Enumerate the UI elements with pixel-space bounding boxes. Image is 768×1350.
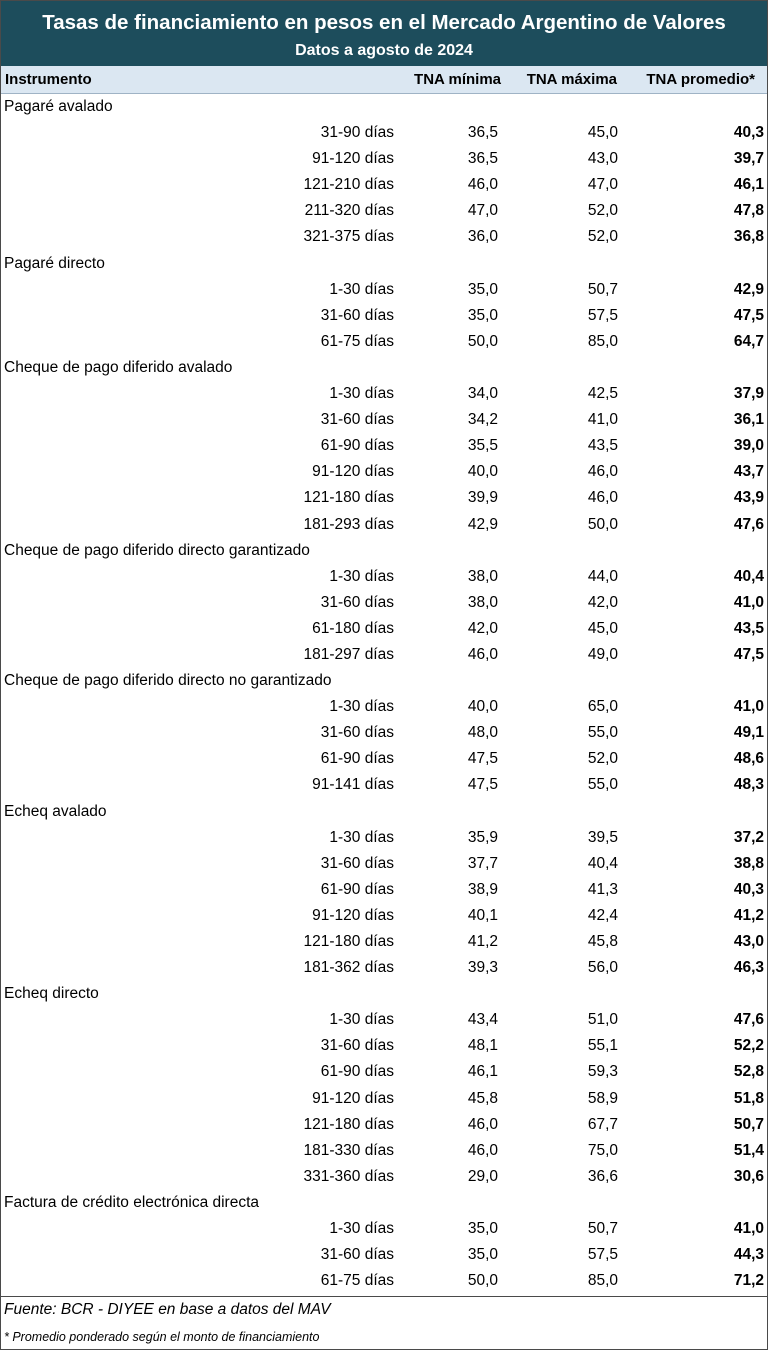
- min-cell: 46,1: [467, 1063, 498, 1081]
- column-header-row: [1, 66, 767, 94]
- max-cell: 45,0: [587, 619, 618, 637]
- table-row: [0, 1112, 768, 1138]
- min-cell: 39,3: [467, 959, 498, 977]
- term-cell: 31-60 días: [320, 306, 394, 324]
- max-cell: 49,0: [587, 645, 618, 663]
- min-cell: 46,0: [467, 1115, 498, 1133]
- term-cell: 211-320 días: [304, 202, 394, 220]
- max-cell: 39,5: [587, 828, 618, 846]
- avg-cell: 36,1: [733, 411, 764, 429]
- term-cell: 1-30 días: [329, 698, 394, 716]
- term-cell: 61-90 días: [320, 880, 394, 898]
- table-row: [0, 720, 768, 746]
- table-row: [0, 590, 768, 616]
- min-cell: 42,0: [467, 619, 498, 637]
- table-row: [0, 459, 768, 485]
- avg-cell: 41,0: [733, 593, 764, 611]
- avg-cell: 71,2: [733, 1272, 764, 1290]
- max-cell: 42,5: [587, 385, 618, 403]
- term-cell: 61-75 días: [320, 332, 394, 350]
- min-cell: 35,0: [467, 1246, 498, 1264]
- table-title: Tasas de financiamiento en pesos en el Mercado Argentino de Valores: [42, 11, 726, 34]
- column-header-max: TNA máxima: [526, 71, 617, 88]
- avg-cell: 49,1: [733, 724, 764, 742]
- max-cell: 46,0: [587, 489, 618, 507]
- term-cell: 61-90 días: [320, 1063, 394, 1081]
- table-row: [0, 1086, 768, 1112]
- max-cell: 41,0: [587, 411, 618, 429]
- column-header-avg: TNA promedio*: [646, 71, 755, 88]
- max-cell: 50,7: [587, 280, 618, 298]
- category-row: [0, 94, 768, 120]
- table-row: [0, 694, 768, 720]
- min-cell: 35,5: [467, 437, 498, 455]
- min-cell: 46,0: [467, 176, 498, 194]
- avg-cell: 38,8: [733, 854, 764, 872]
- column-header-min: TNA mínima: [414, 71, 501, 88]
- table-row: [0, 746, 768, 772]
- min-cell: 46,0: [467, 645, 498, 663]
- avg-cell: 46,3: [733, 959, 764, 977]
- table-row: [0, 929, 768, 955]
- min-cell: 35,0: [467, 306, 498, 324]
- table-row: [0, 407, 768, 433]
- min-cell: 48,0: [467, 724, 498, 742]
- max-cell: 51,0: [587, 1011, 618, 1029]
- max-cell: 55,0: [587, 776, 618, 794]
- avg-cell: 36,8: [733, 228, 764, 246]
- table-header: [1, 1, 767, 66]
- max-cell: 67,7: [587, 1115, 618, 1133]
- avg-cell: 39,0: [733, 437, 764, 455]
- table-row: [0, 851, 768, 877]
- term-cell: 121-180 días: [303, 1115, 394, 1133]
- table-row: [0, 329, 768, 355]
- min-cell: 35,9: [467, 828, 498, 846]
- table-body: [0, 94, 768, 1294]
- avg-cell: 40,3: [733, 124, 764, 142]
- table-row: [0, 1268, 768, 1294]
- table-row: [0, 877, 768, 903]
- min-cell: 45,8: [467, 1089, 498, 1107]
- max-cell: 56,0: [587, 959, 618, 977]
- min-cell: 36,5: [467, 150, 498, 168]
- table-row: [0, 1242, 768, 1268]
- max-cell: 44,0: [587, 567, 618, 585]
- term-cell: 1-30 días: [329, 567, 394, 585]
- table-row: [0, 485, 768, 511]
- term-cell: 31-60 días: [320, 724, 394, 742]
- term-cell: 61-90 días: [320, 750, 394, 768]
- table-row: [0, 1164, 768, 1190]
- min-cell: 35,0: [467, 1220, 498, 1238]
- max-cell: 47,0: [587, 176, 618, 194]
- max-cell: 85,0: [587, 332, 618, 350]
- max-cell: 52,0: [587, 202, 618, 220]
- category-row: [0, 1190, 768, 1216]
- term-cell: 91-120 días: [312, 463, 394, 481]
- category-label: Pagaré directo: [4, 254, 105, 272]
- avg-cell: 51,8: [733, 1089, 764, 1107]
- category-row: [0, 981, 768, 1007]
- max-cell: 40,4: [587, 854, 618, 872]
- max-cell: 42,4: [587, 906, 618, 924]
- avg-cell: 42,9: [733, 280, 764, 298]
- term-cell: 91-141 días: [312, 776, 394, 794]
- table-row: [0, 903, 768, 929]
- term-cell: 331-360 días: [303, 1167, 394, 1185]
- max-cell: 75,0: [587, 1141, 618, 1159]
- table-row: [0, 1216, 768, 1242]
- max-cell: 58,9: [587, 1089, 618, 1107]
- term-cell: 91-120 días: [312, 906, 394, 924]
- term-cell: 181-362 días: [303, 959, 394, 977]
- table-row: [0, 1138, 768, 1164]
- min-cell: 37,7: [467, 854, 498, 872]
- avg-cell: 40,3: [733, 880, 764, 898]
- max-cell: 45,0: [587, 124, 618, 142]
- min-cell: 46,0: [467, 1141, 498, 1159]
- category-label: Echeq avalado: [4, 802, 107, 820]
- table-row: [0, 772, 768, 798]
- max-cell: 85,0: [587, 1272, 618, 1290]
- min-cell: 42,9: [467, 515, 498, 533]
- min-cell: 36,0: [467, 228, 498, 246]
- category-label: Cheque de pago diferido directo garantizado: [4, 541, 310, 559]
- max-cell: 43,5: [587, 437, 618, 455]
- table-row: [0, 381, 768, 407]
- term-cell: 1-30 días: [329, 1220, 394, 1238]
- category-row: [0, 251, 768, 277]
- table-row: [0, 1033, 768, 1059]
- min-cell: 38,0: [467, 593, 498, 611]
- min-cell: 41,2: [467, 933, 498, 950]
- min-cell: 43,4: [467, 1011, 498, 1029]
- avg-cell: 50,7: [733, 1115, 764, 1133]
- max-cell: 45,8: [587, 933, 618, 950]
- term-cell: 1-30 días: [329, 1011, 394, 1029]
- term-cell: 31-60 días: [320, 1246, 394, 1264]
- avg-cell: 41,0: [733, 1220, 764, 1238]
- table-row: [0, 564, 768, 590]
- category-row: [0, 668, 768, 694]
- max-cell: 42,0: [587, 593, 618, 611]
- max-cell: 41,3: [587, 880, 618, 898]
- category-label: Cheque de pago diferido avalado: [4, 358, 233, 376]
- source-note: Fuente: BCR - DIYEE en base a datos del MAV: [4, 1301, 331, 1318]
- table-row: [0, 224, 768, 250]
- term-cell: 321-375 días: [303, 228, 394, 246]
- max-cell: 55,0: [587, 724, 618, 742]
- max-cell: 65,0: [587, 698, 618, 716]
- min-cell: 39,9: [467, 489, 498, 507]
- term-cell: 61-75 días: [320, 1272, 394, 1290]
- avg-cell: 37,9: [733, 385, 764, 403]
- table-row: [0, 303, 768, 329]
- column-header-instrument: Instrumento: [5, 71, 92, 88]
- table-row: [0, 146, 768, 172]
- category-row: [0, 355, 768, 381]
- avg-cell: 52,2: [733, 1037, 764, 1055]
- table-row: [0, 642, 768, 668]
- term-cell: 181-330 días: [303, 1141, 394, 1159]
- table-row: [0, 955, 768, 981]
- term-cell: 31-60 días: [320, 593, 394, 611]
- min-cell: 40,0: [467, 463, 498, 481]
- max-cell: 50,7: [587, 1220, 618, 1238]
- avg-cell: 51,4: [733, 1141, 764, 1159]
- term-cell: 1-30 días: [329, 280, 394, 298]
- term-cell: 31-90 días: [320, 124, 394, 142]
- min-cell: 50,0: [467, 332, 498, 350]
- term-cell: 31-60 días: [320, 1037, 394, 1055]
- term-cell: 121-180 días: [303, 933, 394, 950]
- max-cell: 43,0: [587, 150, 618, 168]
- term-cell: 31-60 días: [320, 411, 394, 429]
- avg-cell: 48,6: [733, 750, 764, 768]
- avg-cell: 47,5: [733, 306, 764, 324]
- footnote: * Promedio ponderado según el monto de financiamiento: [4, 1330, 320, 1344]
- term-cell: 1-30 días: [329, 828, 394, 846]
- min-cell: 47,5: [467, 776, 498, 794]
- max-cell: 50,0: [587, 515, 618, 533]
- avg-cell: 37,2: [733, 828, 764, 846]
- term-cell: 91-120 días: [312, 150, 394, 168]
- avg-cell: 39,7: [733, 150, 764, 168]
- min-cell: 34,2: [467, 411, 498, 429]
- category-label: Cheque de pago diferido directo no garantizado: [4, 672, 332, 690]
- max-cell: 52,0: [587, 750, 618, 768]
- avg-cell: 43,9: [733, 489, 764, 507]
- max-cell: 57,5: [587, 306, 618, 324]
- min-cell: 47,5: [467, 750, 498, 768]
- table-row: [0, 433, 768, 459]
- table-row: [0, 120, 768, 146]
- table-footer: [1, 1296, 767, 1344]
- avg-cell: 52,8: [733, 1063, 764, 1081]
- avg-cell: 43,0: [733, 933, 764, 950]
- term-cell: 61-180 días: [312, 619, 394, 637]
- min-cell: 36,5: [467, 124, 498, 142]
- avg-cell: 43,7: [733, 463, 764, 481]
- table-subtitle: Datos a agosto de 2024: [295, 42, 473, 59]
- avg-cell: 41,0: [733, 698, 764, 716]
- category-row: [0, 538, 768, 564]
- avg-cell: 30,6: [733, 1167, 764, 1185]
- avg-cell: 43,5: [733, 619, 764, 637]
- avg-cell: 47,5: [733, 645, 764, 663]
- term-cell: 121-180 días: [303, 489, 394, 507]
- avg-cell: 47,6: [733, 515, 764, 533]
- min-cell: 48,1: [467, 1037, 498, 1055]
- min-cell: 38,9: [467, 880, 498, 898]
- avg-cell: 40,4: [733, 567, 764, 585]
- term-cell: 61-90 días: [320, 437, 394, 455]
- avg-cell: 46,1: [733, 176, 764, 194]
- max-cell: 46,0: [587, 463, 618, 481]
- term-cell: 91-120 días: [312, 1089, 394, 1107]
- max-cell: 57,5: [587, 1246, 618, 1264]
- table-row: [0, 1007, 768, 1033]
- min-cell: 40,0: [467, 698, 498, 716]
- table-row: [0, 1059, 768, 1085]
- min-cell: 47,0: [467, 202, 498, 220]
- min-cell: 38,0: [467, 567, 498, 585]
- table-row: [0, 277, 768, 303]
- term-cell: 1-30 días: [329, 385, 394, 403]
- max-cell: 52,0: [587, 228, 618, 246]
- table-row: [0, 825, 768, 851]
- min-cell: 29,0: [467, 1167, 498, 1185]
- min-cell: 35,0: [467, 280, 498, 298]
- term-cell: 121-210 días: [303, 176, 394, 194]
- table-row: [0, 616, 768, 642]
- avg-cell: 64,7: [733, 332, 764, 350]
- max-cell: 55,1: [587, 1037, 618, 1055]
- avg-cell: 47,8: [733, 202, 764, 220]
- avg-cell: 44,3: [733, 1246, 764, 1264]
- category-label: Echeq directo: [4, 985, 99, 1003]
- category-label: Factura de crédito electrónica directa: [4, 1193, 260, 1211]
- min-cell: 40,1: [467, 906, 498, 924]
- category-label: Pagaré avalado: [4, 98, 113, 115]
- avg-cell: 48,3: [733, 776, 764, 794]
- table-row: [0, 198, 768, 224]
- min-cell: 50,0: [467, 1272, 498, 1290]
- term-cell: 31-60 días: [320, 854, 394, 872]
- min-cell: 34,0: [467, 385, 498, 403]
- term-cell: 181-293 días: [303, 515, 394, 533]
- term-cell: 181-297 días: [303, 645, 394, 663]
- table-row: [0, 512, 768, 538]
- avg-cell: 47,6: [733, 1011, 764, 1029]
- category-row: [0, 799, 768, 825]
- max-cell: 36,6: [587, 1167, 618, 1185]
- table-row: [0, 172, 768, 198]
- max-cell: 59,3: [587, 1063, 618, 1081]
- avg-cell: 41,2: [733, 906, 764, 924]
